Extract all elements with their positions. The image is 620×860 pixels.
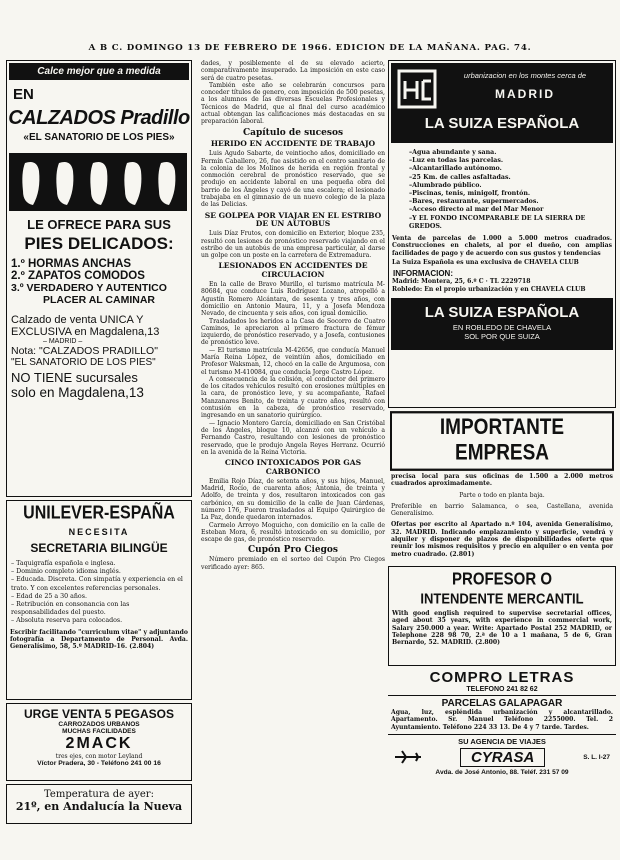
news-paragraph: En la calle de Bravo Murillo, el turismo matrícula M-80684, que conduce Luis Rodríguez Lozano, atropelló a Agustín Romero Alcántara, de sesenta y tres años, con domicilio en Antonio Maura, 11, y a Josefa Mendoza Nevado, de cincuenta y seis años, con igual domicilio. bbox=[201, 281, 385, 318]
pradillo-nota: "EL SANATORIO DE LOS PIES" bbox=[11, 357, 156, 368]
mack-motor: tres ejes, con motor Leyland bbox=[55, 753, 143, 760]
mack-urge: URGE VENTA 5 PEGASOS bbox=[23, 707, 175, 721]
news-paragraph: Trasladados los heridos a la Casa de Socorro de Cuatro Caminos, le apreciaron al primero fractura de fémur izquierdo, de pronóstico reservado, y a Josefa, contusiones de pronóstico leve. bbox=[201, 317, 385, 347]
empresa-paragraph: Parte o todo en planta baja. bbox=[459, 491, 545, 499]
news-paragraph: Luis Agudo Sabarte, de veintiocho años, domiciliado en Fermín Caballero, 26, fue asistido en el centro sanitario de la colonia de los Molinos de herida en región frontal y conmoción cerebral de pronóstico reservado, que se produjo en accidente laboral en una pequeña obra del barrio de los Ángeles y cayó de una escalera; el lesionado trabajaba en el gimnasio de un nuevo colegio de la plaza de las Delicias. bbox=[201, 150, 385, 209]
suiza-banner bbox=[391, 63, 613, 143]
list-item: – Edad de 25 a 30 años. bbox=[11, 592, 87, 600]
pradillo-madrid: – MADRID – bbox=[43, 338, 83, 345]
news-paragraph: — Ignacio Montero García, domiciliado en San Cristóbal de los Ángeles, bloque 10, alcanzó con un vehículo a Fernando Castro, resultando con lesiones de pronóstico reservado, que le produjo Angela Reyes Herranz. Ocurrió en la avenida de la Reina Victoria. bbox=[201, 419, 385, 456]
suiza-bottom-sub: SOL POR QUE SUIZA bbox=[464, 331, 540, 341]
airplane-icon bbox=[394, 750, 422, 764]
profesor-title: PROFESOR O bbox=[451, 569, 552, 590]
pradillo-item: 2.º ZAPATOS COMODOS bbox=[11, 270, 145, 282]
mack-carrozados: CARROZADOS URBANOS bbox=[58, 721, 140, 728]
list-item: –Agua abundante y sana. bbox=[409, 149, 497, 156]
temperature-value: 21º, en Andalucía la Nueva bbox=[15, 800, 183, 813]
suiza-club: La Suiza Española es una exclusiva de CHAVELA CLUB bbox=[392, 258, 579, 266]
pradillo-item: PLACER AL CAMINAR bbox=[43, 294, 155, 306]
pradillo-en: EN bbox=[13, 86, 34, 103]
list-item: – Dominio completo idioma inglés. bbox=[11, 568, 121, 576]
list-item: – Educada. Discreta. Con simpatía y experiencia en el trato. Y con excelentes referencias personales. bbox=[11, 576, 183, 592]
suiza-name: LA SUIZA ESPAÑOLA bbox=[424, 115, 580, 132]
pradillo-banner: Calce mejor que a medida bbox=[9, 63, 189, 80]
suiza-venta: Venta de parcelas de 1.000 a 5.000 metros cuadrados. Construcciones en chalets, al por el dueño, con amplias facilidades de pago y de acuerdo con sus gustos y tendencias bbox=[392, 235, 612, 257]
suiza-ad bbox=[388, 60, 616, 408]
news-paragraph: Número premiado en el sorteo del Cupón Pro Ciegos verificado ayer: 865. bbox=[201, 556, 385, 571]
mack-ad bbox=[6, 703, 192, 781]
unilever-title: UNILEVER-ESPAÑA bbox=[23, 503, 175, 524]
news-section-title: Capítulo de sucesos bbox=[242, 127, 344, 138]
empresa-ad bbox=[388, 411, 616, 563]
profesor-ad bbox=[388, 566, 616, 666]
list-item: –Y EL FONDO INCOMPARABLE DE LA SIERRA DE GREDOS. bbox=[409, 214, 586, 230]
unilever-footer: Escribir facilitando "curriculum vitae" y adjuntando fotografía a Departamento de Personal. Avda. Generalísimo, 58, 5.º MADRID-16. (2.804) bbox=[10, 628, 188, 651]
pradillo-item: 3.º VERDADERO Y AUTENTICO bbox=[11, 282, 167, 294]
compro-phone: TELEFONO 241 82 62 bbox=[466, 686, 538, 693]
column-left bbox=[6, 60, 192, 854]
list-item: – Taquigrafía española e inglesa. bbox=[11, 560, 116, 567]
empresa-paragraph: Preferible en barrio Salamanca, o sea, Castellana, avenida Generalísimo. bbox=[391, 502, 613, 518]
news-headline: LESIONADOS EN ACCIDENTES DE CIRCULACION bbox=[218, 261, 368, 280]
list-item: – Absoluta reserva para colocados. bbox=[11, 617, 123, 625]
empresa-title: IMPORTANTE EMPRESA bbox=[390, 411, 614, 471]
suiza-logo-icon bbox=[397, 69, 437, 109]
suiza-madrid-address: Madrid: Montera, 25, 6.º C · TL 2229718 bbox=[392, 278, 531, 286]
news-paragraph: dades, y posiblemente el de su elevado acierto, comparativamente insuperado. La imposición en este caso será de cuatro pesetas. bbox=[201, 60, 385, 82]
empresa-paragraph: precisa local para sus oficinas de 1.500 a 2.000 metros cuadrados aproximadamente. bbox=[391, 473, 613, 488]
column-right bbox=[388, 60, 616, 854]
news-paragraph: Emilia Rojo Díaz, de setenta años, y sus hijos, Manuel, Madrid, Rocío, de cuarenta años; Antonia, de treinta y Adolfo, de treinta y dos, resultaron intoxicados con gas carbónico, en su domicilio de la calle de Juan Cárdenas, número 176, Fueron trasladados al Equipo Quirúrgico de La Paz, donde quedaron internados. bbox=[201, 477, 385, 522]
viajes-ad bbox=[388, 734, 616, 776]
pradillo-ofrece: LE OFRECE PARA SUS bbox=[27, 217, 171, 232]
suiza-bottom-sub: EN ROBLEDO DE CHAVELA bbox=[452, 322, 552, 332]
page-header: A B C. DOMINGO 13 DE FEBRERO DE 1966. EDICION DE LA MAÑANA. PAG. 74. bbox=[88, 43, 532, 53]
list-item: –Bares, restaurante, supermercados. bbox=[409, 198, 539, 206]
pradillo-item: 1.º HORMAS ANCHAS bbox=[11, 258, 132, 270]
list-item: –Alumbrado público. bbox=[409, 181, 482, 189]
news-paragraph: A consecuencia de la colisión, el conductor del primero de los citados vehículos resultó con erosiones múltiples en la cara, de pronóstico leve, y su acompañante, Rafael Manzanares Benito, de treinta y cuatro años, resultó con contusión en la cabeza, de pronóstico reservado, ingresando en un sanatorio quirúrgico. bbox=[201, 375, 385, 420]
pradillo-solo: solo en Magdalena,13 bbox=[11, 385, 144, 400]
unilever-requirements bbox=[7, 560, 191, 626]
news-paragraph: — El turismo matrícula M-42656, que conducía Manuel María Reina López, de veintiún años, domiciliado en Profesor Waksman, 12, chocó en la calle de Argumosa, con el turismo M-410084, que conducía Jorge Castro López. bbox=[201, 346, 385, 376]
compro-title: COMPRO LETRAS bbox=[429, 669, 575, 686]
temperature-box bbox=[6, 784, 192, 824]
news-paragraph: También este año se celebrarán concursos para conceder títulos de genero, con imposición de 500 pesetas, a los alumnos de las diversas Escuelas Profesionales y Técnicos de Madrid, que al final del curso académico actual obtengan las calificaciones más destacadas en su preparación laboral. bbox=[201, 81, 385, 126]
suiza-bottom-title: LA SUIZA ESPAÑOLA bbox=[424, 303, 580, 321]
news-paragraph: Carmelo Arroyo Moguicho, con domicilio en la calle de Esteban Mora, 6, resultó intoxicado en su domicilio, por escape de gas, de pronóstico reservado. bbox=[201, 521, 385, 544]
news-paragraph: Luis Díaz Frutos, con domicilio en Exterior, bloque 235, resultó con lesiones de pronóstico reservado viajando en el estribo de un autobús de una empresa particular, al darse un golpe con un poste en la carretera de Extremadura. bbox=[201, 230, 385, 260]
pradillo-venta: EXCLUSIVA en Magdalena,13 bbox=[11, 326, 160, 338]
viajes-address: Avda. de José Antonio, 88. Teléf. 231 57 09 bbox=[435, 768, 569, 776]
suiza-features bbox=[389, 149, 615, 231]
suiza-info: INFORMACION: bbox=[393, 269, 453, 279]
pradillo-subtitle: «EL SANATORIO DE LOS PIES» bbox=[23, 132, 175, 143]
pradillo-pies: PIES DELICADOS: bbox=[24, 234, 174, 253]
galapagar-title: PARCELAS GALAPAGAR bbox=[441, 698, 563, 709]
list-item: –Alcantarillado autónomo. bbox=[409, 165, 502, 173]
column-news bbox=[198, 60, 388, 854]
pradillo-notiene: NO TIENE sucursales bbox=[11, 370, 138, 385]
suiza-bottom-banner bbox=[391, 298, 613, 350]
list-item: –Piscinas, tenis, minigolf, frontón. bbox=[409, 190, 531, 198]
list-item: –Luz en todas las parcelas. bbox=[409, 157, 504, 165]
suiza-robledo-address: Robledo: En el propio urbanización y en CHAVELA CLUB bbox=[392, 285, 586, 293]
suiza-tagline: urbanizacion en los montes cerca de bbox=[463, 71, 587, 80]
profesor-text: With good english required to supervise secretarial offices, aged about 35 years, with experience in commercial work, Salary 250.000 a year. Write: Apartado Postal 252 MADRID, or Telephone 228 98 70, 2.ª de 10 a 1 mañana, 5 de 6, Gran Bernardo, 52. MADRID. (2.800) bbox=[392, 610, 612, 647]
mack-address: Víctor Pradera, 30 - Teléfono 241 00 16 bbox=[37, 760, 161, 767]
pradillo-nota: Nota: "CALZADOS PRADILLO" bbox=[11, 345, 158, 357]
temperature-label: Temperatura de ayer: bbox=[44, 789, 154, 800]
pradillo-brand: CALZADOS Pradillo bbox=[8, 107, 190, 129]
pradillo-venta: Calzado de venta UNICA Y bbox=[11, 314, 144, 326]
viajes-brand: CYRASA bbox=[460, 748, 545, 767]
suiza-madrid: MADRID bbox=[495, 87, 555, 101]
news-headline: SE GOLPEA POR VIAJAR EN EL ESTRIBO DE UN AUTOBUS bbox=[204, 210, 382, 229]
viajes-license: S. L. I-27 bbox=[583, 753, 610, 761]
compro-ad bbox=[388, 669, 616, 693]
unilever-necesita: NECESITA bbox=[68, 527, 130, 537]
feet-illustration bbox=[7, 151, 189, 213]
mack-facilidades: MUCHAS FACILIDADES bbox=[62, 728, 136, 735]
news-headline: HERIDO EN ACCIDENTE DE TRABAJO bbox=[210, 139, 376, 149]
mack-brand: 2MACK bbox=[65, 735, 133, 752]
list-item: –25 Km. de calles asfaltadas. bbox=[409, 173, 511, 181]
unilever-ad bbox=[6, 500, 192, 700]
galapagar-text: Agua, luz, espléndida urbanización y alcantarillado. Apartamento. Sr. Manuel Teléfono 2255000. Tel. 2 Ayuntamiento. Teléfono 224 33 13. De 4 y 7 tarde. Tardes. bbox=[391, 709, 613, 731]
list-item: – Retribución en consonancia con las responsabilidades del puesto. bbox=[11, 601, 130, 617]
viajes-title: SU AGENCIA DE VIAJES bbox=[458, 736, 546, 746]
galapagar-ad bbox=[388, 695, 616, 731]
profesor-subtitle: INTENDENTE MERCANTIL bbox=[420, 589, 584, 608]
empresa-paragraph: Ofertas por escrito al Apartado n.º 104, avenida Generalísimo, 32. MADRID. Indicando emplazamiento y superficie, vendrá y alquiler y disponer de plazos de disponibilidades oferte que reunir los mismos requisitos y precio en alquiler o en venta por metro cuadrado. (2.801) bbox=[391, 521, 613, 558]
pradillo-ad bbox=[6, 60, 192, 497]
news-headline: CINCO INTOXICADOS POR GAS CARBONICO bbox=[224, 458, 362, 476]
news-section-title: Cupón Pro Ciegos bbox=[248, 545, 338, 556]
unilever-secretaria: SECRETARIA BILINGÜE bbox=[30, 541, 168, 555]
list-item: –Acceso directo al mar del Mar Menor bbox=[409, 206, 544, 214]
